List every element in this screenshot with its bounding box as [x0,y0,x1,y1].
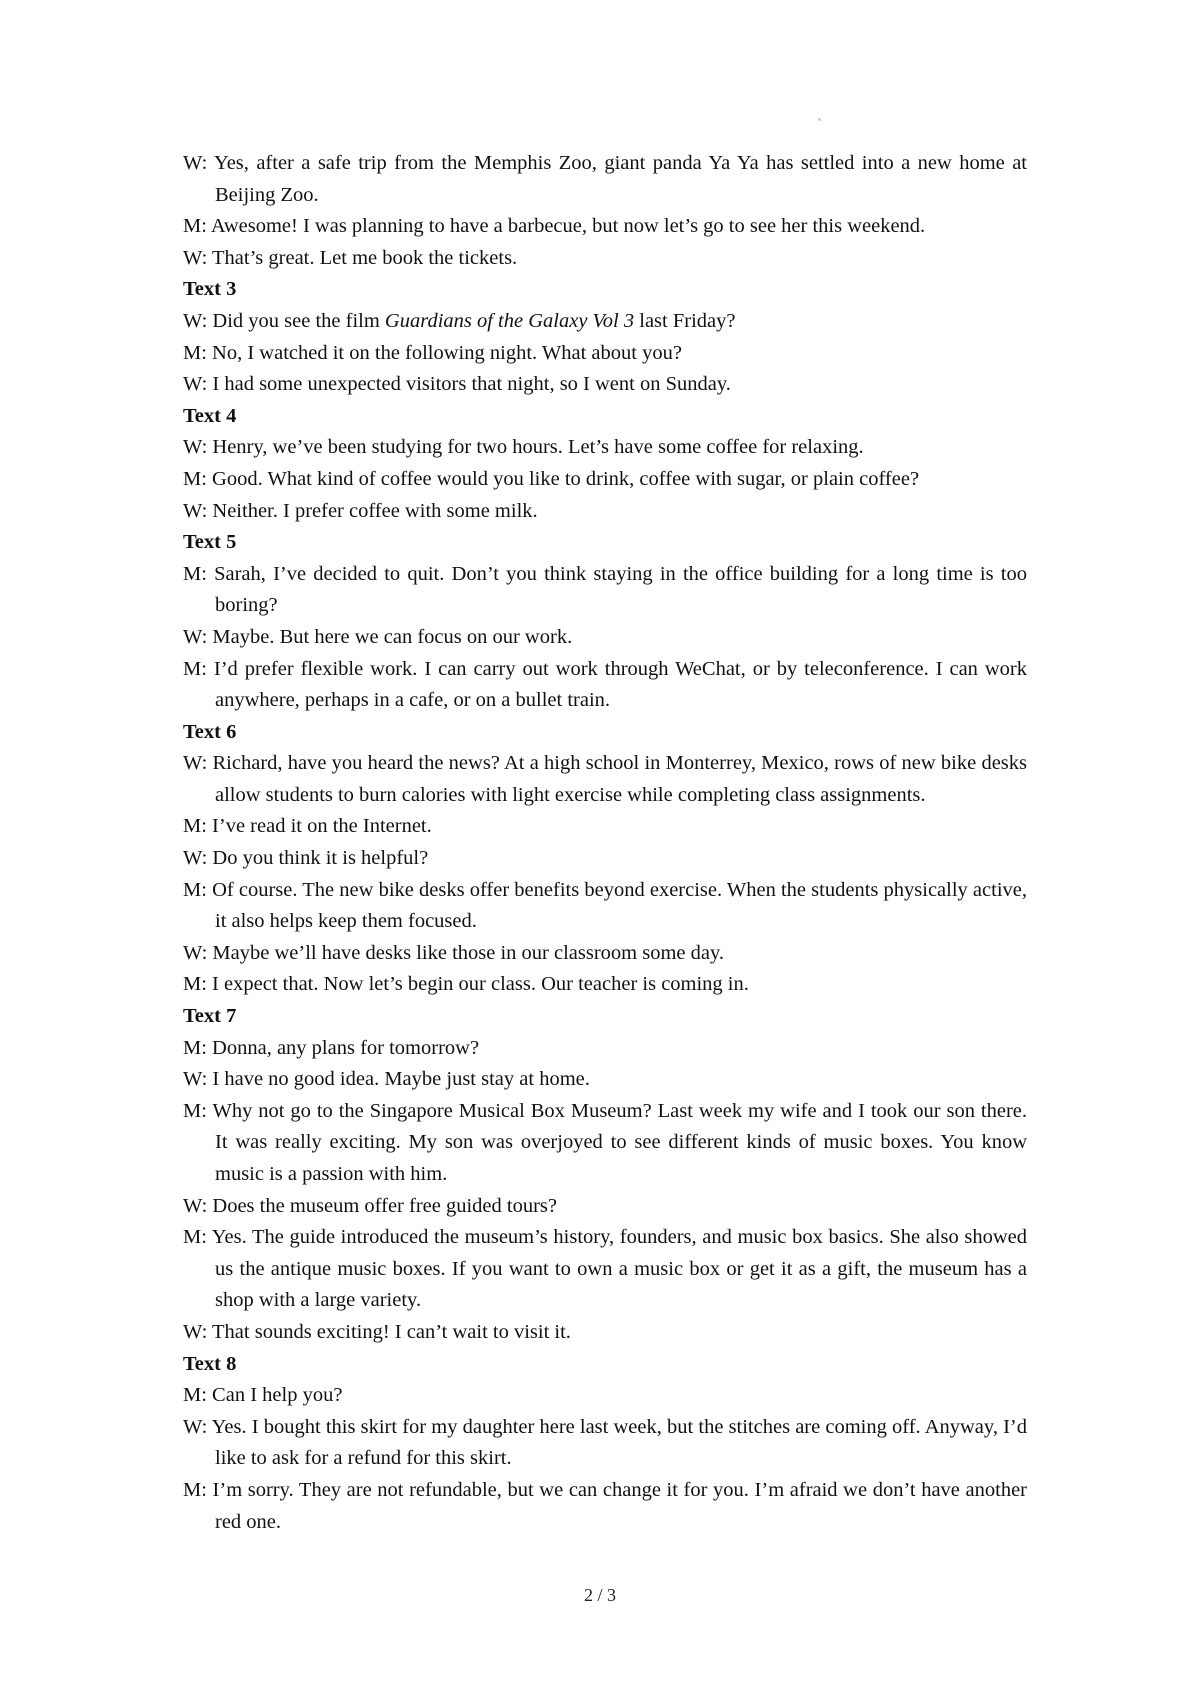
dialogue-line: W: Do you think it is helpful? [183,847,429,870]
dialogue-line: W: Maybe. But here we can focus on our work. [183,625,573,648]
dialogue-line: M: I’d prefer flexible work. I can carry out work through WeChat, or by teleconference. I can work anywhere, perhaps in a cafe, or on a bullet train. [183,657,1027,712]
dialogue-line: M: Sarah, I’ve decided to quit. Don’t you think staying in the office building for a long time is too boring? [183,562,1027,617]
dialogue-line: W: I had some unexpected visitors that night, so I went on Sunday. [183,373,731,396]
dialogue-line: M: Of course. The new bike desks offer benefits beyond exercise. When the students physically active, it also helps keep them focused. [183,878,1027,933]
dialogue-line: M: Awesome! I was planning to have a barbecue, but now let’s go to see her this weekend. [183,215,926,238]
section-heading: Text 7 [183,1005,237,1028]
section-heading: Text 4 [183,404,237,427]
dialogue-line: W: Yes, after a safe trip from the Memphis Zoo, giant panda Ya Ya has settled into a new home at Beijing Zoo. [183,152,1027,206]
dialogue-line: M: I’m sorry. They are not refundable, but we can change it for you. I’m afraid we don’t have another red one. [183,1478,1027,1533]
dialogue-line: W: Maybe we’ll have desks like those in our classroom some day. [183,941,725,964]
section-heading: Text 8 [183,1352,237,1375]
dialogue-line [183,306,1027,338]
dialogue-line: M: I expect that. Now let’s begin our class. Our teacher is coming in. [183,973,749,996]
dialogue-line: W: Henry, we’ve been studying for two hours. Let’s have some coffee for relaxing. [183,436,864,459]
film-title: Guardians of the Galaxy Vol 3 [384,309,635,332]
dialogue-line: M: I’ve read it on the Internet. [183,815,432,838]
dialogue-line: W: That’s great. Let me book the tickets. [183,246,518,269]
transcript-body [183,148,1027,1538]
dialogue-line: M: Yes. The guide introduced the museum’s history, founders, and music box basics. She also showed us the antique music boxes. If you want to own a music box or get it as a gift, the museum has a shop with a large variety. [183,1226,1027,1312]
dialogue-line: M: Donna, any plans for tomorrow? [183,1036,480,1059]
dialogue-line: W: Yes. I bought this skirt for my daughter here last week, but the stitches are coming off. Anyway, I’d like to ask for a refund for this skirt. [183,1415,1027,1470]
dialogue-text: W: Did you see the film [183,309,385,332]
dialogue-line: W: I have no good idea. Maybe just stay at home. [183,1068,590,1091]
section-heading: Text 5 [183,531,237,554]
dialogue-text: last Friday? [634,309,736,332]
dialogue-line: W: Neither. I prefer coffee with some milk. [183,499,538,522]
page-number: 2 / 3 [583,1585,616,1605]
dialogue-line: M: Can I help you? [183,1384,343,1407]
dialogue-line: W: Does the museum offer free guided tours? [183,1194,558,1217]
dialogue-line: M: No, I watched it on the following night. What about you? [183,341,682,364]
section-heading: Text 6 [183,720,237,743]
dialogue-line: M: Good. What kind of coffee would you like to drink, coffee with sugar, or plain coffee? [183,467,920,490]
dialogue-line: W: That sounds exciting! I can’t wait to visit it. [183,1320,571,1343]
section-heading: Text 3 [183,278,237,301]
dialogue-line: W: Richard, have you heard the news? At a high school in Monterrey, Mexico, rows of new bike desks allow students to burn calories with light exercise while completing class assignments. [183,752,1027,806]
dialogue-line: M: Why not go to the Singapore Musical Box Museum? Last week my wife and I took our son there. It was really exciting. My son was overjoyed to see different kinds of music boxes. You know music is a passion with him. [183,1099,1027,1185]
scan-speck [818,118,821,121]
